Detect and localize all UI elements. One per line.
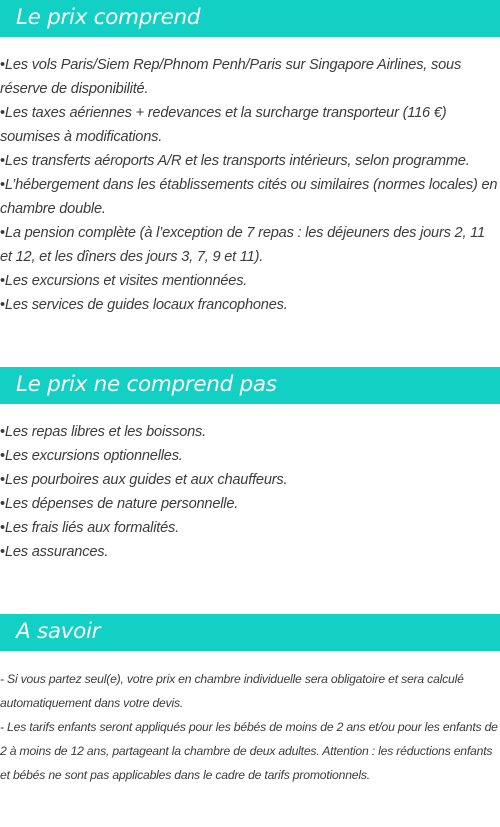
section-header-included [0, 0, 500, 37]
note-paragraph: - Les tarifs enfants seront appliqués pour les bébés de moins de 2 ans et/ou pour les enfants de 2 à moins de 12 ans, partageant la chambre de deux adultes. Attention : les réductions enfants et bébés ne sont pas applicables dans le cadre de tarifs promotionnels. [0, 720, 498, 782]
list-item: • Les frais liés aux formalités. [0, 516, 500, 540]
included-list [0, 53, 500, 317]
list-item: • Les services de guides locaux francophones. [0, 293, 500, 317]
list-item: • Les excursions et visites mentionnées. [0, 269, 500, 293]
section-title-a-savoir: A savoir [16, 619, 101, 644]
section-title-not-included: Le prix ne comprend pas [16, 372, 277, 397]
list-item: • Les transferts aéroports A/R et les transports intérieurs, selon programme. [0, 149, 500, 173]
list-item: • Les assurances. [0, 540, 500, 564]
list-item: • Les dépenses de nature personnelle. [0, 492, 500, 516]
not-included-list [0, 420, 500, 564]
section-title-included: Le prix comprend [16, 5, 201, 30]
list-item: • L’hébergement dans les établissements cités ou similaires (normes locales) en chambre double. [0, 173, 500, 221]
list-item: • Les repas libres et les boissons. [0, 420, 500, 444]
list-item: • Les vols Paris/Siem Rep/Phnom Penh/Paris sur Singapore Airlines, sous réserve de disponibilité. [0, 53, 500, 101]
list-item: • Les taxes aériennes + redevances et la surcharge transporteur (116 €) soumises à modifications. [0, 101, 500, 149]
list-item: • Les excursions optionnelles. [0, 444, 500, 468]
note-paragraph: - Si vous partez seul(e), votre prix en chambre individuelle sera obligatoire et sera calculé automatiquement dans votre devis. [0, 672, 464, 710]
list-item: • La pension complète (à l’exception de 7 repas : les déjeuners des jours 2, 11 et 12, et les dîners des jours 3, 7, 9 et 11). [0, 221, 500, 269]
section-header-a-savoir [0, 614, 500, 651]
a-savoir-notes [0, 667, 500, 787]
section-header-not-included [0, 367, 500, 404]
list-item: • Les pourboires aux guides et aux chauffeurs. [0, 468, 500, 492]
